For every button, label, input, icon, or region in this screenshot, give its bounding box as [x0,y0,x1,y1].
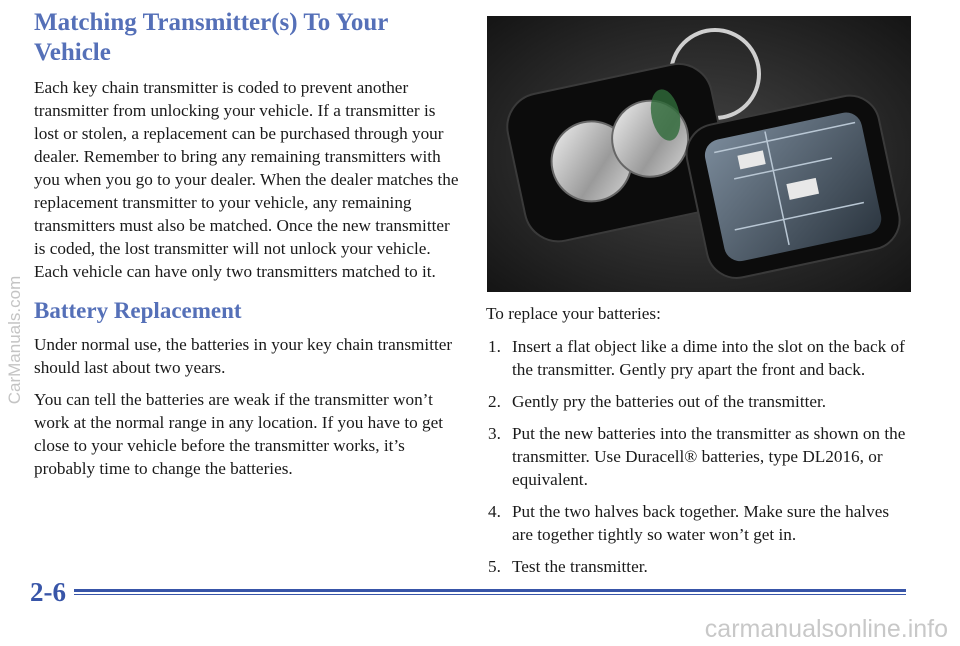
steps-intro: To replace your batteries: [486,304,661,323]
footer-rule-thin [74,594,906,595]
steps-list [486,335,906,578]
footer-rule [74,589,906,592]
battery-life-paragraph: Under normal use, the batteries in your key chain transmitter should last about two years. [34,335,453,377]
right-column [486,302,906,587]
transmitter-photo [487,16,911,292]
list-item: 5. Test the transmitter. [488,557,648,576]
list-item: 4. Put the two halves back together. Make sure the halves are together tightly so water won’t get in. [488,502,890,544]
footer-watermark: carmanualsonline.info [704,615,948,643]
side-watermark: CarManuals.com [5,275,24,405]
list-item: 2. Gently pry the batteries out of the transmitter. [488,392,827,411]
heading-battery-replacement: Battery Replacement [34,298,242,323]
page-number: 2-6 [30,577,66,607]
weak-battery-paragraph: You can tell the batteries are weak if the transmitter won’t work at the normal range in any location. If you have to get close to your vehicle before the transmitter works, it’s probably time to change the batteries. [34,390,444,478]
list-item: 1. Insert a flat object like a dime into the slot on the back of the transmitter. Gently pry apart the front and back. [488,337,905,379]
transmitter-illustration [487,16,911,292]
heading-matching-transmitters: Matching Transmitter(s) To Your Vehicle [34,9,388,66]
left-column [34,8,462,489]
matching-paragraph: Each key chain transmitter is coded to prevent another transmitter from unlocking your vehicle. If a transmitter is lost or stolen, a replacement can be purchased through your dealer. Remember to bring any remaining transmitters with you when you go to your dealer. When the dealer matches the replacement transmitter to your vehicle, any remaining transmitters must also be matched. Once the new transmitter is coded, the lost transmitter will not unlock your vehicle. Each vehicle can have only two transmitters matched to it. [34,78,459,281]
list-item: 3. Put the new batteries into the transmitter as shown on the transmitter. Use Duracell® batteries, type DL2016, or equivalent. [488,424,906,489]
